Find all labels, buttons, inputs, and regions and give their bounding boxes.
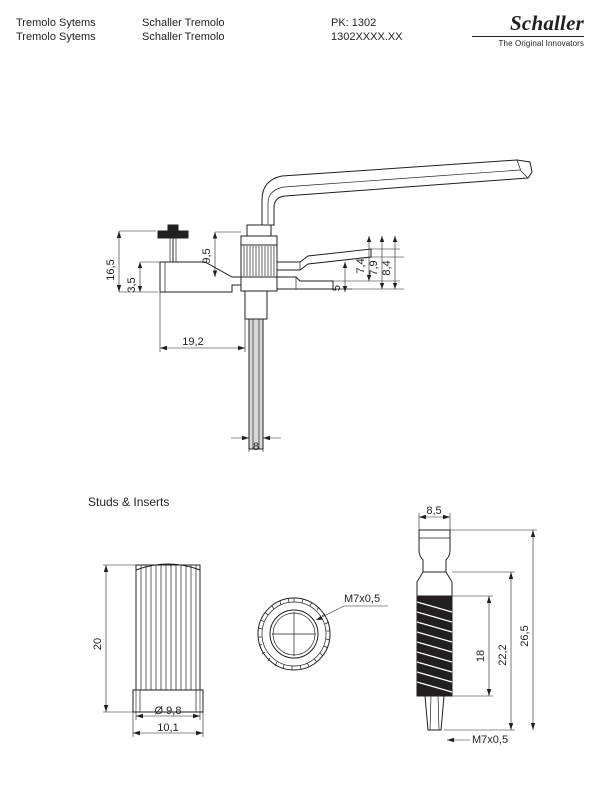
header-product-name-2: Schaller Tremolo: [142, 31, 225, 43]
dimension-5: [331, 262, 352, 292]
header-pk-number: PK: 1302: [331, 17, 377, 29]
dim-label-19-2: 19,2: [182, 336, 204, 348]
dim-label-20: 20: [92, 637, 104, 651]
tremolo-arm-drawing: [158, 160, 532, 449]
insert-top-view: [258, 598, 330, 670]
dim-label-9-5: 9,5: [201, 248, 213, 264]
dimension-20: [92, 565, 136, 712]
header-product-name: Schaller Tremolo: [142, 17, 225, 29]
brand-tagline: The Original Innovators: [498, 39, 584, 48]
dim-label-26-5: 26,5: [519, 625, 531, 647]
dim-label-22-2: 22,2: [497, 644, 509, 666]
dimension-18: [452, 596, 493, 696]
dimension-26-5: [450, 530, 537, 730]
brand-name: Schaller: [510, 11, 584, 35]
insert-drawing: [133, 564, 203, 712]
dim-label-m7x0-5-top: M7x0,5: [344, 593, 381, 605]
header-product-family-2: Tremolo Sytems: [16, 31, 96, 43]
dim-label-3-5: 3,5: [126, 277, 138, 293]
dim-label-8: 8: [252, 441, 260, 453]
stud-drawing: [417, 530, 452, 730]
dim-label-m7x0-5-stud: M7x0,5: [472, 734, 509, 746]
dimension-8-5: [419, 505, 450, 530]
dimension-19-2: [160, 292, 245, 352]
dim-label-5: 5: [331, 284, 343, 292]
header-article-number: 1302XXXX.XX: [331, 31, 403, 43]
dim-label-18: 18: [475, 649, 487, 663]
dim-label-8-5: 8,5: [426, 505, 442, 517]
dimension-diameter-9-8: [136, 690, 200, 720]
dim-label-16-5: 16,5: [105, 259, 117, 281]
dim-label-8-4: 8,4: [381, 260, 393, 276]
section-title-studs-inserts: Studs & Inserts: [88, 495, 170, 509]
callout-m7x0-5-stud: [447, 734, 508, 746]
dim-label-7-9: 7,9: [368, 260, 380, 276]
dim-label-10-1: 10,1: [157, 722, 179, 734]
dimension-9-5: [201, 232, 241, 277]
dim-label-7-4: 7,4: [355, 258, 367, 274]
callout-m7x0-5-top: [316, 593, 388, 620]
dim-label-diameter-9-8: Ø 9,8: [154, 705, 182, 717]
header-product-family: Tremolo Sytems: [16, 17, 96, 29]
dimension-3-5: [126, 262, 160, 293]
